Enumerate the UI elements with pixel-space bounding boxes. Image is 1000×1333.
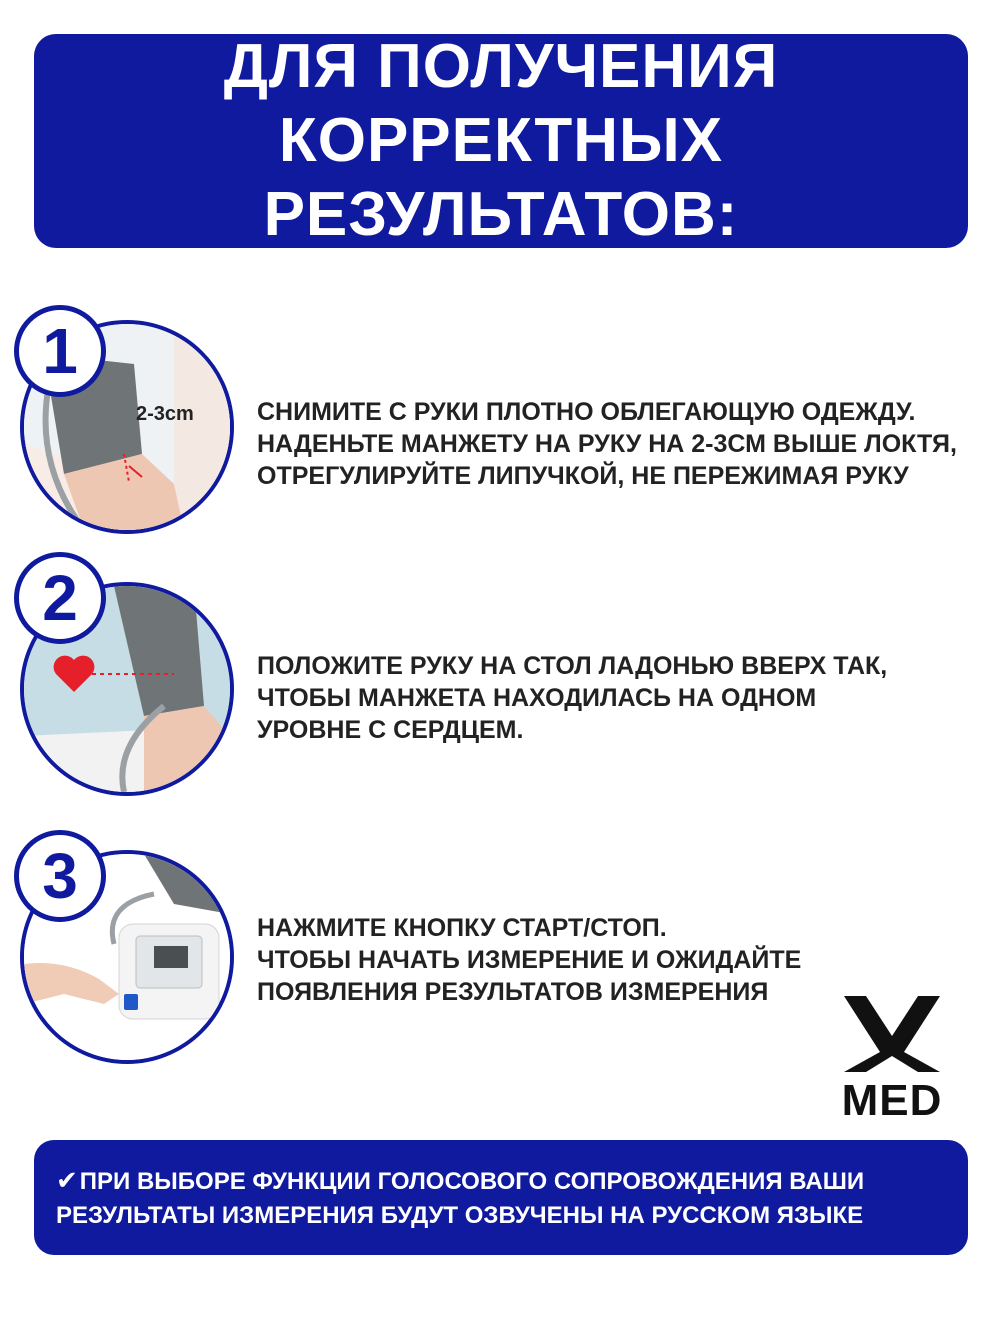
step-1 — [0, 305, 1000, 545]
step-3-line-3: ПОЯВЛЕНИЯ РЕЗУЛЬТАТОВ ИЗМЕРЕНИЯ — [257, 978, 769, 1006]
step-2-text — [257, 650, 977, 746]
check-icon: ✔ — [56, 1164, 78, 1195]
brand-logo-mark-icon — [832, 996, 952, 1072]
step-2-line-3: УРОВНЕ С СЕРДЦЕМ. — [257, 716, 524, 744]
brand-logo — [832, 996, 952, 1125]
step-2-number-badge: 2 — [14, 552, 106, 644]
header-title-line-1: ДЛЯ ПОЛУЧЕНИЯ — [223, 32, 779, 101]
header-banner — [34, 34, 968, 248]
footer-line-1-text: ПРИ ВЫБОРЕ ФУНКЦИИ ГОЛОСОВОГО СОПРОВОЖДЕНИЯ ВАШИ — [79, 1167, 865, 1195]
brand-logo-text: MED — [841, 1076, 943, 1125]
step-1-text — [257, 396, 977, 492]
footer-line-2: РЕЗУЛЬТАТЫ ИЗМЕРЕНИЯ БУДУТ ОЗВУЧЕНЫ НА РУССКОМ ЯЗЫКЕ — [56, 1201, 864, 1229]
cuff-distance-label: 2-3cm — [136, 403, 194, 425]
step-1-line-1: СНИМИТЕ С РУКИ ПЛОТНО ОБЛЕГАЮЩУЮ ОДЕЖДУ. — [257, 398, 916, 426]
step-1-number-badge: 1 — [14, 305, 106, 397]
step-2-line-2: ЧТОБЫ МАНЖЕТА НАХОДИЛАСЬ НА ОДНОМ — [257, 684, 817, 712]
step-2 — [0, 552, 1000, 802]
step-2-line-1: ПОЛОЖИТЕ РУКУ НА СТОЛ ЛАДОНЬЮ ВВЕРХ ТАК, — [257, 652, 888, 680]
footer-banner — [34, 1140, 968, 1255]
header-title-line-2: КОРРЕКТНЫХ РЕЗУЛЬТАТОВ: — [263, 106, 739, 249]
step-1-line-3: ОТРЕГУЛИРУЙТЕ ЛИПУЧКОЙ, НЕ ПЕРЕЖИМАЯ РУКУ — [257, 462, 909, 490]
heart-icon — [52, 654, 96, 699]
step-3-line-2: ЧТОБЫ НАЧАТЬ ИЗМЕРЕНИЕ И ОЖИДАЙТЕ — [257, 946, 802, 974]
step-3-text — [257, 912, 977, 1008]
footer-line-1 — [56, 1163, 968, 1199]
step-1-line-2: НАДЕНЬТЕ МАНЖЕТУ НА РУКУ НА 2-3СМ ВЫШЕ ЛОКТЯ, — [257, 430, 957, 458]
step-3-number-badge: 3 — [14, 830, 106, 922]
step-3-line-1: НАЖМИТЕ КНОПКУ СТАРТ/СТОП. — [257, 914, 667, 942]
